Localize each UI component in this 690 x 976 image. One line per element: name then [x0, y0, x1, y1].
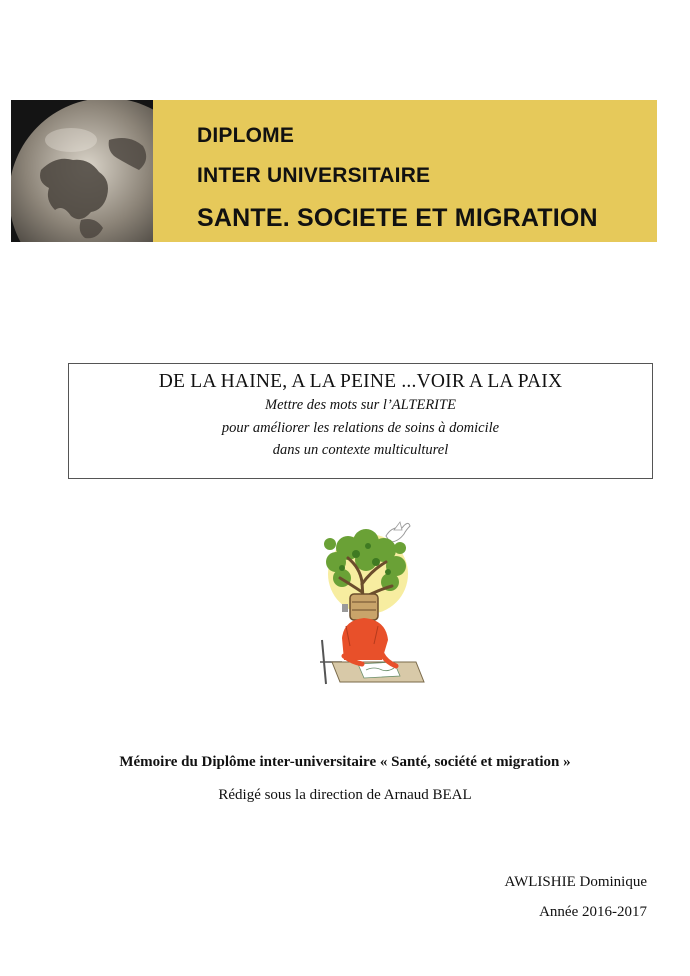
program-line: SANTE. SOCIETE ET MIGRATION — [197, 204, 598, 232]
thesis-subtitle-2: pour améliorer les relations de soins à domicile — [221, 419, 500, 436]
tree-person-illustration — [312, 512, 432, 688]
thesis-title-box — [68, 363, 653, 479]
header-banner — [11, 100, 657, 242]
thesis-subtitle-3: dans un contexte multiculturel — [272, 442, 449, 458]
university-line: INTER UNIVERSITAIRE — [197, 164, 431, 187]
dove-icon — [386, 522, 410, 542]
globe-image — [11, 100, 153, 242]
thesis-supervisor: Rédigé sous la direction de Arnaud BEAL — [218, 787, 472, 803]
thesis-title: DE LA HAINE, A LA PEINE ...VOIR A LA PAIX — [158, 371, 563, 392]
thesis-subtitle-1: Mettre des mots sur l’ALTERITE — [265, 397, 456, 413]
memoire-description: Mémoire du Diplôme inter-universitaire « Santé, société et migration » — [119, 754, 571, 770]
author-name: AWLISHIE Dominique — [504, 874, 647, 890]
banner-text — [197, 116, 598, 240]
academic-year: Année 2016-2017 — [539, 904, 647, 920]
diploma-line: DIPLOME — [197, 124, 295, 147]
